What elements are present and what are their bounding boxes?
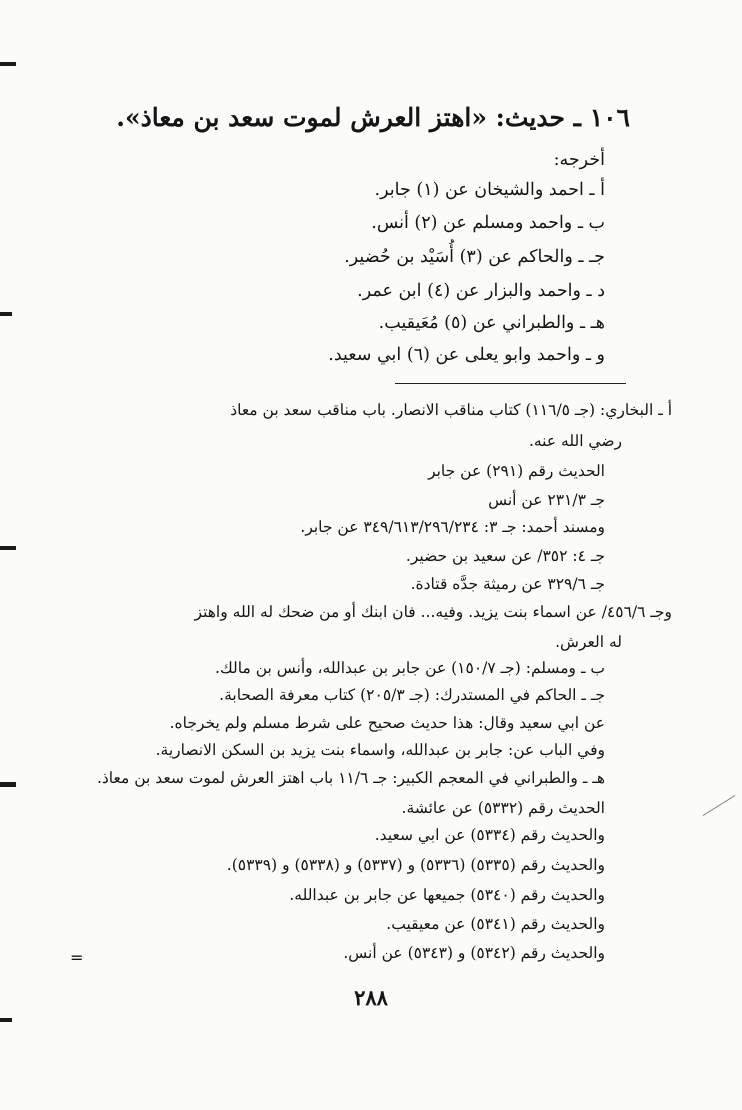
footnote-line: والحديث رقم (٥٣٤٠) جميعها عن جابر بن عبدالله. xyxy=(289,886,605,904)
list-item: ب ـ واحمد ومسلم عن (٢) أنس. xyxy=(371,213,605,233)
scan-mark xyxy=(703,795,736,816)
footnote-line: جـ ـ الحاكم في المستدرك: (جـ ٢٠٥/٣) كتاب معرفة الصحابة. xyxy=(219,686,605,704)
scan-mark xyxy=(0,62,16,66)
list-item: هـ ـ والطبراني عن (٥) مُعَيقيب. xyxy=(378,313,605,333)
list-item: د ـ واحمد والبزار عن (٤) ابن عمر. xyxy=(357,281,605,301)
footnote-line: ومسند أحمد: جـ ٣: ٣٤٩/٦١٣/٢٩٦/٢٣٤ عن جابر. xyxy=(300,518,605,536)
footnote-line: أ ـ البخاري: (جـ ١١٦/٥) كتاب مناقب الانصار. باب مناقب سعد بن معاذ xyxy=(230,401,672,419)
list-item: و ـ واحمد وابو يعلى عن (٦) ابي سعيد. xyxy=(328,345,605,365)
footnote-line: رضي الله عنه. xyxy=(528,432,622,450)
footnote-line: جـ ٤: ٣٥٢/ عن سعيد بن حضير. xyxy=(405,547,605,565)
footnote-line: هـ ـ والطبراني في المعجم الكبير: جـ ١١/٦ باب اهتز العرش لموت سعد بن معاذ. xyxy=(96,769,605,787)
footnote-line: الحديث رقم (٥٣٣٢) عن عائشة. xyxy=(401,799,605,817)
footnote-separator xyxy=(395,383,626,384)
footnote-line: والحديث رقم (٥٣٤١) عن معيقيب. xyxy=(386,915,605,933)
footnote-line: ب ـ ومسلم: (جـ ١٥٠/٧) عن جابر بن عبدالله، وأنس بن مالك. xyxy=(215,659,605,677)
footnote-line: وجـ ٤٥٦/٦/ عن اسماء بنت يزيد. وفيه... فان ابنك أو من ضحك له الله واهتز xyxy=(194,603,672,621)
hadith-title: ١٠٦ ـ حديث: «اهتز العرش لموت سعد بن معاذ». xyxy=(116,103,630,132)
footnote-line: جـ ٢٣١/٣ عن أنس xyxy=(488,491,605,509)
scan-mark xyxy=(0,1018,12,1022)
footnote-line: وفي الباب عن: جابر بن عبدالله، واسماء بنت يزيد بن السكن الانصارية. xyxy=(155,741,605,759)
footnote-line: والحديث رقم (٥٣٤٢) و (٥٣٤٣) عن أنس. xyxy=(343,944,605,962)
footnote-line: جـ ٣٢٩/٦ عن رميثة جدَّه قتادة. xyxy=(410,575,605,593)
footnote-line: والحديث رقم (٥٣٣٤) عن ابي سعيد. xyxy=(374,826,605,844)
continuation-mark: = xyxy=(70,948,84,967)
page-number: ٢٨٨ xyxy=(354,985,388,1010)
footnote-line: عن ابي سعيد وقال: هذا حديث صحيح على شرط مسلم ولم يخرجاه. xyxy=(169,714,605,732)
footnote-line: الحديث رقم (٢٩١) عن جابر xyxy=(428,462,605,480)
takhrij-intro: أخرجه: xyxy=(553,150,605,170)
scan-mark xyxy=(0,312,12,316)
scan-mark xyxy=(0,782,16,787)
list-item: جـ ـ والحاكم عن (٣) أُسَيْد بن حُضير. xyxy=(344,247,605,267)
scan-mark xyxy=(0,546,16,550)
footnote-line: والحديث رقم (٥٣٣٥) (٥٣٣٦) و (٥٣٣٧) و (٥٣٣٨) و (٥٣٣٩). xyxy=(226,856,605,874)
list-item: أ ـ احمد والشيخان عن (١) جابر. xyxy=(374,180,605,200)
footnote-line: له العرش. xyxy=(555,633,622,651)
